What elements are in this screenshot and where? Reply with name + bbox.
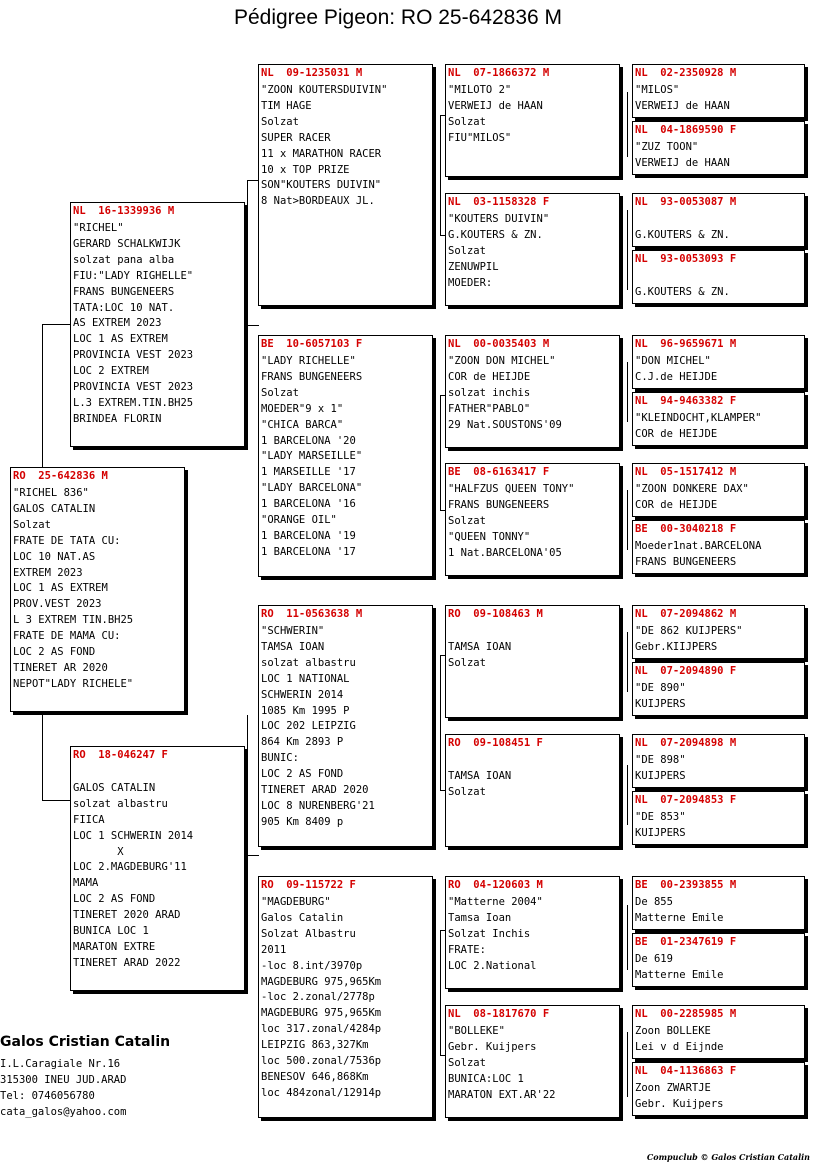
- pigeon-info-line: "Matterne 2004": [448, 896, 543, 908]
- pigeon-card-dam-dam-sire[interactable]: [445, 876, 620, 989]
- pigeon-info-line: 864 Km 2893 P: [261, 736, 344, 749]
- connector-line: [247, 180, 248, 325]
- pigeon-card-gen4[interactable]: [632, 121, 805, 175]
- pigeon-info-line: 905 Km 8409 p: [261, 815, 344, 828]
- pigeon-info-line: BENESOV 646,868Km: [261, 1070, 369, 1083]
- pigeon-info-line: 11 x MARATHON RACER: [261, 147, 382, 160]
- ring-number: NL 07-2094862 M: [635, 608, 737, 620]
- pigeon-info-line: LOC 1 AS EXTREM: [73, 333, 168, 346]
- pigeon-info-line: KUIJPERS: [635, 769, 686, 782]
- pigeon-info-line: AS EXTREM 2023: [73, 317, 162, 330]
- pigeon-info-line: SUPER RACER: [261, 131, 331, 144]
- ring-number: NL 09-1235031 M: [261, 67, 363, 79]
- connector-line: [627, 490, 628, 550]
- pigeon-info-line: Gebr. Kuijpers: [635, 1097, 724, 1110]
- pigeon-card-gen4[interactable]: [632, 662, 805, 716]
- pigeon-info-line: [448, 624, 617, 640]
- connector-line: [627, 210, 628, 290]
- pigeon-card-gen4[interactable]: [632, 734, 805, 788]
- pigeon-info-line: FRANS BUNGENEERS: [261, 370, 363, 383]
- pigeon-info-line: 2011: [261, 943, 287, 956]
- pigeon-info-line: "LADY MARSEILLE": [261, 450, 363, 463]
- pigeon-info-line: "DON MICHEL": [635, 355, 711, 367]
- connector-line: [247, 325, 259, 326]
- pigeon-info-line: 1085 Km 1995 P: [261, 704, 350, 717]
- pigeon-info-line: Galos Catalin: [261, 911, 344, 924]
- pigeon-info-line: LOC 1 AS EXTREM: [13, 582, 108, 595]
- ring-number: BE 10-6057103 F: [261, 338, 363, 350]
- pigeon-info-line: G.KOUTERS & ZN.: [635, 285, 730, 298]
- connector-line: [627, 362, 628, 422]
- pigeon-info-line: C.J.de HEIJDE: [635, 370, 718, 383]
- pigeon-card-gen4[interactable]: [632, 791, 805, 845]
- pigeon-info-line: "DE 853": [635, 811, 686, 823]
- pigeon-info-line: 1 BARCELONA '20: [261, 434, 356, 447]
- pigeon-info-line: LOC 1 SCHWERIN 2014: [73, 829, 194, 842]
- pigeon-info-line: COR de HEIJDE: [448, 370, 531, 383]
- pigeon-info-line: Gebr.KIIJPERS: [635, 640, 718, 653]
- pigeon-card-gen4[interactable]: [632, 250, 805, 304]
- pigeon-info-line: [448, 753, 617, 769]
- pigeon-info-line: "DE 862 KUIJPERS": [635, 625, 743, 637]
- pigeon-info-line: G.KOUTERS & ZN.: [635, 228, 730, 241]
- pigeon-info-line: "ORANGE OIL": [261, 514, 337, 527]
- pigeon-info-line: Moeder1nat.BARCELONA: [635, 540, 762, 552]
- pigeon-card-dam-dam-dam[interactable]: [445, 1005, 620, 1118]
- pigeon-info-line: FIU:"LADY RIGHELLE": [73, 269, 194, 282]
- connector-line: [440, 395, 441, 510]
- ring-number: NL 96-9659671 M: [635, 338, 737, 350]
- pigeon-card-sire-dam-sire[interactable]: [445, 335, 620, 448]
- pigeon-info-line: MOEDER:: [448, 276, 493, 289]
- pigeon-info-line: 1 BARCELONA '16: [261, 498, 356, 511]
- pigeon-info-line: PROV.VEST 2023: [13, 598, 102, 611]
- pigeon-info-line: "ZOON KOUTERSDUIVIN": [261, 84, 388, 96]
- pigeon-info-line: FRATE DE TATA CU:: [13, 534, 121, 547]
- pigeon-info-line: "LADY RICHELLE": [261, 355, 356, 367]
- pigeon-card-gen4[interactable]: [632, 605, 805, 659]
- pigeon-info-line: "ZOON DON MICHEL": [448, 355, 556, 367]
- pigeon-card-dam-sire-sire[interactable]: [445, 605, 620, 718]
- connector-line: [42, 800, 70, 801]
- pigeon-card-gen4[interactable]: [632, 64, 805, 118]
- pigeon-info-line: VERWEIJ de HAAN: [635, 156, 730, 169]
- pigeon-info-line: Gebr. Kuijpers: [448, 1040, 537, 1053]
- connector-line: [627, 632, 628, 692]
- pigeon-info-line: 1 MARSEILLE '17: [261, 466, 356, 479]
- pigeon-info-line: MAGDEBURG 975,965Km: [261, 975, 382, 988]
- pigeon-info-line: Solzat: [448, 785, 486, 798]
- pigeon-card-dam-dam[interactable]: [258, 876, 433, 1118]
- pigeon-info-line: "SCHWERIN": [261, 625, 325, 637]
- pigeon-card-gen4[interactable]: [632, 1062, 805, 1116]
- ring-number: NL 07-2094898 M: [635, 737, 737, 749]
- connector-line: [247, 855, 259, 856]
- pigeon-info-line: Solzat Inchis: [448, 927, 531, 940]
- ring-number: RO 11-0563638 M: [261, 608, 363, 620]
- pigeon-info-line: "KLEINDOCHT,KLAMPER": [635, 412, 762, 424]
- pigeon-info-line: LOC 10 NAT.AS: [13, 550, 96, 563]
- pigeon-info-line: PROVINCIA VEST 2023: [73, 349, 194, 362]
- pigeon-info-line: FRANS BUNGENEERS: [448, 498, 550, 511]
- pigeon-info-line: FRATE DE MAMA CU:: [13, 630, 121, 643]
- pigeon-info-line: KUIJPERS: [635, 826, 686, 839]
- pigeon-info-line: PROVINCIA VEST 2023: [73, 381, 194, 394]
- pigeon-info-line: Solzat: [448, 244, 486, 257]
- pigeon-info-line: TAMSA IOAN: [261, 640, 325, 653]
- pigeon-info-line: loc 484zonal/12914p: [261, 1086, 382, 1099]
- pigeon-info-line: BUNIC:: [261, 752, 299, 765]
- pigeon-info-line: LOC 1 NATIONAL: [261, 672, 350, 685]
- pigeon-info-line: LOC 2 AS FOND: [13, 646, 96, 659]
- pigeon-info-line: "BOLLEKE": [448, 1025, 505, 1037]
- ring-number: RO 09-115722 F: [261, 879, 356, 891]
- pigeon-info-line: [635, 269, 802, 285]
- pigeon-card-gen4[interactable]: [632, 392, 805, 446]
- pigeon-info-line: 1 Nat.BARCELONA'05: [448, 546, 562, 559]
- pigeon-info-line: MARATON EXT.AR'22: [448, 1088, 556, 1101]
- pigeon-card-sire-sire-sire[interactable]: [445, 64, 620, 177]
- pigeon-info-line: GALOS CATALIN: [13, 502, 96, 515]
- pigeon-info-line: Matterne Emile: [635, 968, 724, 981]
- pigeon-info-line: FRATE:: [448, 943, 486, 956]
- pigeon-info-line: Lei v d Eijnde: [635, 1040, 724, 1053]
- pigeon-info-line: VERWEIJ de HAAN: [448, 99, 543, 112]
- ring-number: BE 00-3040218 F: [635, 523, 737, 535]
- pigeon-info-line: BUNICA:LOC 1: [448, 1072, 524, 1085]
- ring-number: NL 07-1866372 M: [448, 67, 550, 79]
- page-title: Pédigree Pigeon: RO 25-642836 M: [233, 6, 563, 29]
- pigeon-card-gen4[interactable]: [632, 933, 805, 987]
- ring-number: NL 00-0035403 M: [448, 338, 550, 350]
- pigeon-info-line: LOC 2 AS FOND: [261, 768, 344, 781]
- pigeon-info-line: "LADY BARCELONA": [261, 482, 363, 495]
- pigeon-info-line: "QUEEN TONNY": [448, 530, 531, 543]
- pigeon-info-line: [73, 765, 242, 781]
- pigeon-info-line: "ZUZ TOON": [635, 141, 699, 153]
- pigeon-info-line: solzat inchis: [448, 386, 531, 399]
- pigeon-info-line: -loc 8.int/3970p: [261, 959, 363, 972]
- connector-line: [440, 655, 441, 790]
- pigeon-info-line: "DE 890": [635, 682, 686, 694]
- pigeon-info-line: G.KOUTERS & ZN.: [448, 228, 543, 241]
- ring-number: NL 05-1517412 M: [635, 466, 737, 478]
- pigeon-info-line: Solzat: [261, 115, 299, 128]
- pigeon-info-line: X: [73, 845, 124, 858]
- pigeon-info-line: 8 Nat>BORDEAUX JL.: [261, 195, 375, 208]
- pigeon-card-sire-dam[interactable]: [258, 335, 433, 577]
- owner-email[interactable]: cata_galos@yahoo.com: [0, 1106, 127, 1118]
- pigeon-info-line: L.3 EXTREM.TIN.BH25: [73, 396, 194, 409]
- connector-line: [42, 712, 43, 800]
- ring-number: RO 09-108463 M: [448, 608, 543, 620]
- ring-number: NL 07-2094853 F: [635, 794, 737, 806]
- ring-number: NL 93-0053093 F: [635, 253, 737, 265]
- pigeon-info-line: De 855: [635, 896, 673, 908]
- pigeon-card-gen4[interactable]: [632, 335, 805, 389]
- pigeon-card-subject[interactable]: [10, 467, 185, 712]
- pigeon-info-line: FRANS BUNGENEERS: [73, 285, 175, 298]
- pigeon-info-line: TINERET AR 2020: [13, 661, 108, 674]
- pigeon-info-line: "MAGDEBURG": [261, 896, 331, 908]
- pigeon-info-line: MAGDEBURG 975,965Km: [261, 1007, 382, 1020]
- pigeon-card-gen4[interactable]: [632, 193, 805, 247]
- pigeon-card-gen4[interactable]: [632, 1005, 805, 1059]
- pigeon-card-dam[interactable]: [70, 746, 245, 991]
- pigeon-info-line: FRANS BUNGENEERS: [635, 555, 737, 568]
- pigeon-info-line: -loc 2.zonal/2778p: [261, 991, 375, 1004]
- ring-number: BE 08-6163417 F: [448, 466, 550, 478]
- ring-number: RO 18-046247 F: [73, 749, 168, 761]
- pigeon-info-line: TAMSA IOAN: [448, 769, 512, 782]
- pigeon-info-line: 10 x TOP PRIZE: [261, 163, 350, 176]
- ring-number: NL 02-2350928 M: [635, 67, 737, 79]
- pigeon-info-line: solzat albastru: [261, 656, 356, 669]
- ring-number: BE 01-2347619 F: [635, 936, 737, 948]
- pigeon-card-sire[interactable]: [70, 202, 245, 447]
- pigeon-info-line: TINERET ARAD 2020: [261, 784, 369, 797]
- pigeon-info-line: Solzat: [261, 386, 299, 399]
- pigeon-info-line: De 619: [635, 953, 673, 965]
- pigeon-info-line: LOC 8 NURENBERG'21: [261, 799, 375, 812]
- pigeon-info-line: Solzat: [448, 656, 486, 669]
- pigeon-info-line: LEIPZIG 863,327Km: [261, 1039, 369, 1052]
- pigeon-info-line: Solzat Albastru: [261, 927, 356, 940]
- pigeon-info-line: LOC 2 EXTREM: [73, 365, 149, 378]
- pigeon-info-line: Tamsa Ioan: [448, 911, 512, 924]
- pigeon-info-line: LOC 202 LEIPZIG: [261, 720, 356, 733]
- pigeon-info-line: loc 317.zonal/4284p: [261, 1023, 382, 1036]
- pigeon-info-line: 29 Nat.SOUSTONS'09: [448, 418, 562, 431]
- pigeon-card-sire-dam-dam[interactable]: [445, 463, 620, 576]
- ring-number: NL 04-1136863 F: [635, 1065, 737, 1077]
- pigeon-info-line: Zoon ZWARTJE: [635, 1082, 711, 1094]
- pigeon-info-line: "DE 898": [635, 754, 686, 766]
- pigeon-info-line: Zoon BOLLEKE: [635, 1025, 711, 1037]
- pigeon-info-line: TINERET 2020 ARAD: [73, 909, 181, 922]
- pigeon-info-line: FATHER"PABLO": [448, 402, 531, 415]
- pigeon-info-line: "RICHEL": [73, 222, 124, 234]
- pigeon-info-line: "MILOS": [635, 84, 680, 96]
- pigeon-info-line: TATA:LOC 10 NAT.: [73, 301, 175, 314]
- pigeon-info-line: ZENUWPIL: [448, 260, 499, 273]
- pigeon-info-line: GALOS CATALIN: [73, 781, 156, 794]
- ring-number: NL 00-2285985 M: [635, 1008, 737, 1020]
- pigeon-info-line: GERARD SCHALKWIJK: [73, 237, 181, 250]
- ring-number: NL 94-9463382 F: [635, 395, 737, 407]
- ring-number: NL 04-1869590 F: [635, 124, 737, 136]
- pigeon-info-line: FIICA: [73, 813, 105, 826]
- ring-number: RO 04-120603 M: [448, 879, 543, 891]
- pigeon-info-line: Solzat: [13, 518, 51, 531]
- pigeon-info-line: Matterne Emile: [635, 911, 724, 924]
- pigeon-info-line: "CHICA BARCA": [261, 418, 344, 431]
- pigeon-info-line: NEPOT"LADY RICHELE": [13, 677, 134, 690]
- pigeon-info-line: MOEDER"9 x 1": [261, 402, 344, 415]
- pigeon-info-line: solzat albastru: [73, 797, 168, 810]
- connector-line: [627, 1032, 628, 1097]
- pigeon-info-line: LOC 2.National: [448, 959, 537, 972]
- footer-credit: Compuclub © Galos Cristian Catalin: [646, 1152, 810, 1162]
- connector-line: [627, 92, 628, 157]
- pigeon-info-line: TINERET ARAD 2022: [73, 956, 181, 969]
- pigeon-info-line: "HALFZUS QUEEN TONY": [448, 483, 575, 495]
- owner-address-line: I.L.Caragiale Nr.16: [0, 1058, 121, 1070]
- pigeon-info-line: "MILOTO 2": [448, 84, 512, 96]
- connector-line: [440, 930, 441, 1055]
- pigeon-info-line: BRINDEA FLORIN: [73, 412, 162, 425]
- pigeon-info-line: TAMSA IOAN: [448, 640, 512, 653]
- ring-number: NL 03-1158328 F: [448, 196, 550, 208]
- pigeon-info-line: 1 BARCELONA '19: [261, 529, 356, 542]
- ring-number: BE 00-2393855 M: [635, 879, 737, 891]
- pigeon-card-dam-sire-dam[interactable]: [445, 734, 620, 847]
- pigeon-info-line: EXTREM 2023: [13, 566, 83, 579]
- pigeon-card-gen4[interactable]: [632, 876, 805, 930]
- pigeon-info-line: solzat pana alba: [73, 253, 175, 266]
- pigeon-info-line: TIM HAGE: [261, 99, 312, 112]
- owner-block: [0, 1034, 170, 1120]
- ring-number: NL 07-2094890 F: [635, 665, 737, 677]
- ring-number: RO 09-108451 F: [448, 737, 543, 749]
- pigeon-info-line: "RICHEL 836": [13, 487, 89, 499]
- pigeon-info-line: MARATON EXTRE: [73, 940, 156, 953]
- pigeon-info-line: Solzat: [448, 514, 486, 527]
- pigeon-info-line: 1 BARCELONA '17: [261, 545, 356, 558]
- pigeon-info-line: L 3 EXTREM TIN.BH25: [13, 614, 134, 627]
- pigeon-info-line: LOC 2 AS FOND: [73, 893, 156, 906]
- pigeon-info-line: FIU"MILOS": [448, 131, 512, 144]
- pigeon-info-line: COR de HEIJDE: [635, 498, 718, 511]
- pigeon-info-line: KUIJPERS: [635, 697, 686, 710]
- pigeon-card-gen4[interactable]: [632, 520, 805, 574]
- owner-phone: Tel: 0746056780: [0, 1090, 95, 1102]
- pigeon-info-line: "KOUTERS DUIVIN": [448, 213, 550, 225]
- owner-name: Galos Cristian Catalin: [0, 1034, 171, 1050]
- pigeon-info-line: Solzat: [448, 1056, 486, 1069]
- pigeon-info-line: COR de HEIJDE: [635, 427, 718, 440]
- pigeon-card-dam-sire[interactable]: [258, 605, 433, 847]
- pigeon-info-line: [635, 212, 802, 228]
- pigeon-info-line: Solzat: [448, 115, 486, 128]
- pigeon-info-line: LOC 2.MAGDEBURG'11: [73, 861, 187, 874]
- pigeon-info-line: SCHWERIN 2014: [261, 688, 344, 701]
- ring-number: NL 93-0053087 M: [635, 196, 737, 208]
- owner-address-line: 315300 INEU JUD.ARAD: [0, 1074, 127, 1086]
- ring-number: NL 08-1817670 F: [448, 1008, 550, 1020]
- pigeon-info-line: SON"KOUTERS DUIVIN": [261, 179, 382, 192]
- ring-number: RO 25-642836 M: [13, 470, 108, 482]
- pigeon-card-gen4[interactable]: [632, 463, 805, 517]
- pigeon-info-line: MAMA: [73, 877, 99, 890]
- connector-line: [627, 905, 628, 970]
- pigeon-info-line: "ZOON DONKERE DAX": [635, 483, 749, 495]
- pigeon-info-line: loc 500.zonal/7536p: [261, 1055, 382, 1068]
- pigeon-info-line: BUNICA LOC 1: [73, 925, 149, 938]
- connector-line: [247, 715, 248, 855]
- pigeon-card-sire-sire[interactable]: [258, 64, 433, 306]
- connector-line: [42, 324, 70, 325]
- pigeon-info-line: VERWEIJ de HAAN: [635, 99, 730, 112]
- connector-line: [627, 765, 628, 825]
- connector-line: [42, 324, 43, 469]
- connector-line: [440, 115, 441, 235]
- ring-number: NL 16-1339936 M: [73, 205, 175, 217]
- pigeon-card-sire-sire-dam[interactable]: [445, 193, 620, 306]
